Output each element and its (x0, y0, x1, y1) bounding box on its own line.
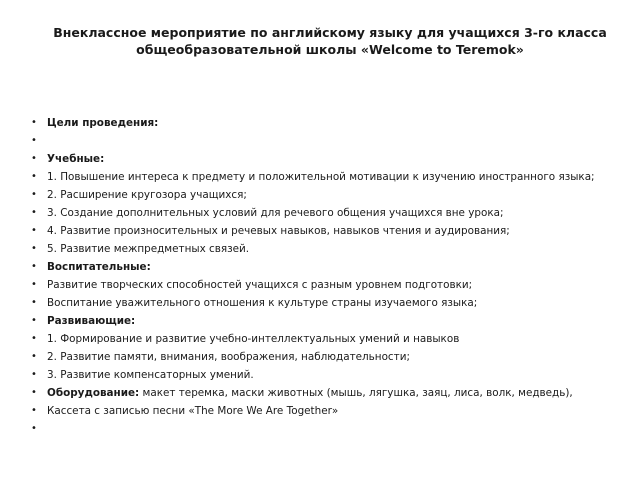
bullet-icon: • (31, 207, 37, 218)
item-label: Воспитательные: (47, 261, 151, 273)
bullet-icon: • (31, 153, 37, 164)
list-item (31, 314, 611, 328)
list-item (31, 134, 611, 148)
bullet-icon: • (31, 423, 37, 434)
list-item (31, 116, 611, 130)
item-text: 2. Развитие памяти, внимания, воображения, наблюдательности; (47, 351, 410, 363)
item-text: Развитие творческих способностей учащихся с разным уровнем подготовки; (47, 279, 473, 291)
content-list (31, 116, 611, 440)
item-label: Цели проведения: (47, 117, 159, 129)
bullet-icon: • (31, 351, 37, 362)
list-item (31, 368, 611, 382)
list-item (31, 278, 611, 292)
bullet-icon: • (31, 243, 37, 254)
list-item (31, 332, 611, 346)
bullet-icon: • (31, 135, 37, 146)
bullet-icon: • (31, 261, 37, 272)
item-text: Воспитание уважительного отношения к культуре страны изучаемого языка; (47, 297, 478, 309)
item-text: 5. Развитие межпредметных связей. (47, 243, 250, 255)
bullet-icon: • (31, 189, 37, 200)
list-item (31, 422, 611, 436)
list-item (31, 386, 611, 400)
item-text: Кассета с записью песни «The More We Are Together» (47, 405, 339, 417)
item-label: Учебные: (47, 153, 105, 165)
list-item (31, 260, 611, 274)
bullet-icon: • (31, 279, 37, 290)
bullet-icon: • (31, 369, 37, 380)
item-text: 2. Расширение кругозора учащихся; (47, 189, 247, 201)
slide-title: Внеклассное мероприятие по английскому языку для учащихся 3-го класса общеобразовательной школы «Welcome to Teremok» (53, 25, 607, 57)
list-item (31, 242, 611, 256)
bullet-icon: • (31, 117, 37, 128)
list-item (31, 404, 611, 418)
list-item (31, 152, 611, 166)
item-label: Развивающие: (47, 315, 136, 327)
bullet-icon: • (31, 225, 37, 236)
bullet-icon: • (31, 171, 37, 182)
item-text: макет теремка, маски животных (мышь, лягушка, заяц, лиса, волк, медведь), (139, 387, 573, 399)
bullet-icon: • (31, 333, 37, 344)
item-text: 3. Развитие компенсаторных умений. (47, 369, 254, 381)
list-item (31, 224, 611, 238)
item-text: 3. Создание дополнительных условий для речевого общения учащихся вне урока; (47, 207, 504, 219)
bullet-icon: • (31, 315, 37, 326)
list-item (31, 188, 611, 202)
item-text: 1. Формирование и развитие учебно-интеллектуальных умений и навыков (47, 333, 460, 345)
item-text: 4. Развитие произносительных и речевых навыков, навыков чтения и аудирования; (47, 225, 510, 237)
bullet-icon: • (31, 297, 37, 308)
bullet-icon: • (31, 405, 37, 416)
list-item (31, 296, 611, 310)
item-label: Оборудование: (47, 387, 140, 399)
bullet-icon: • (31, 387, 37, 398)
list-item (31, 206, 611, 220)
item-text: 1. Повышение интереса к предмету и положительной мотивации к изучению иностранного языка; (47, 171, 595, 183)
list-item (31, 350, 611, 364)
list-item (31, 170, 611, 184)
